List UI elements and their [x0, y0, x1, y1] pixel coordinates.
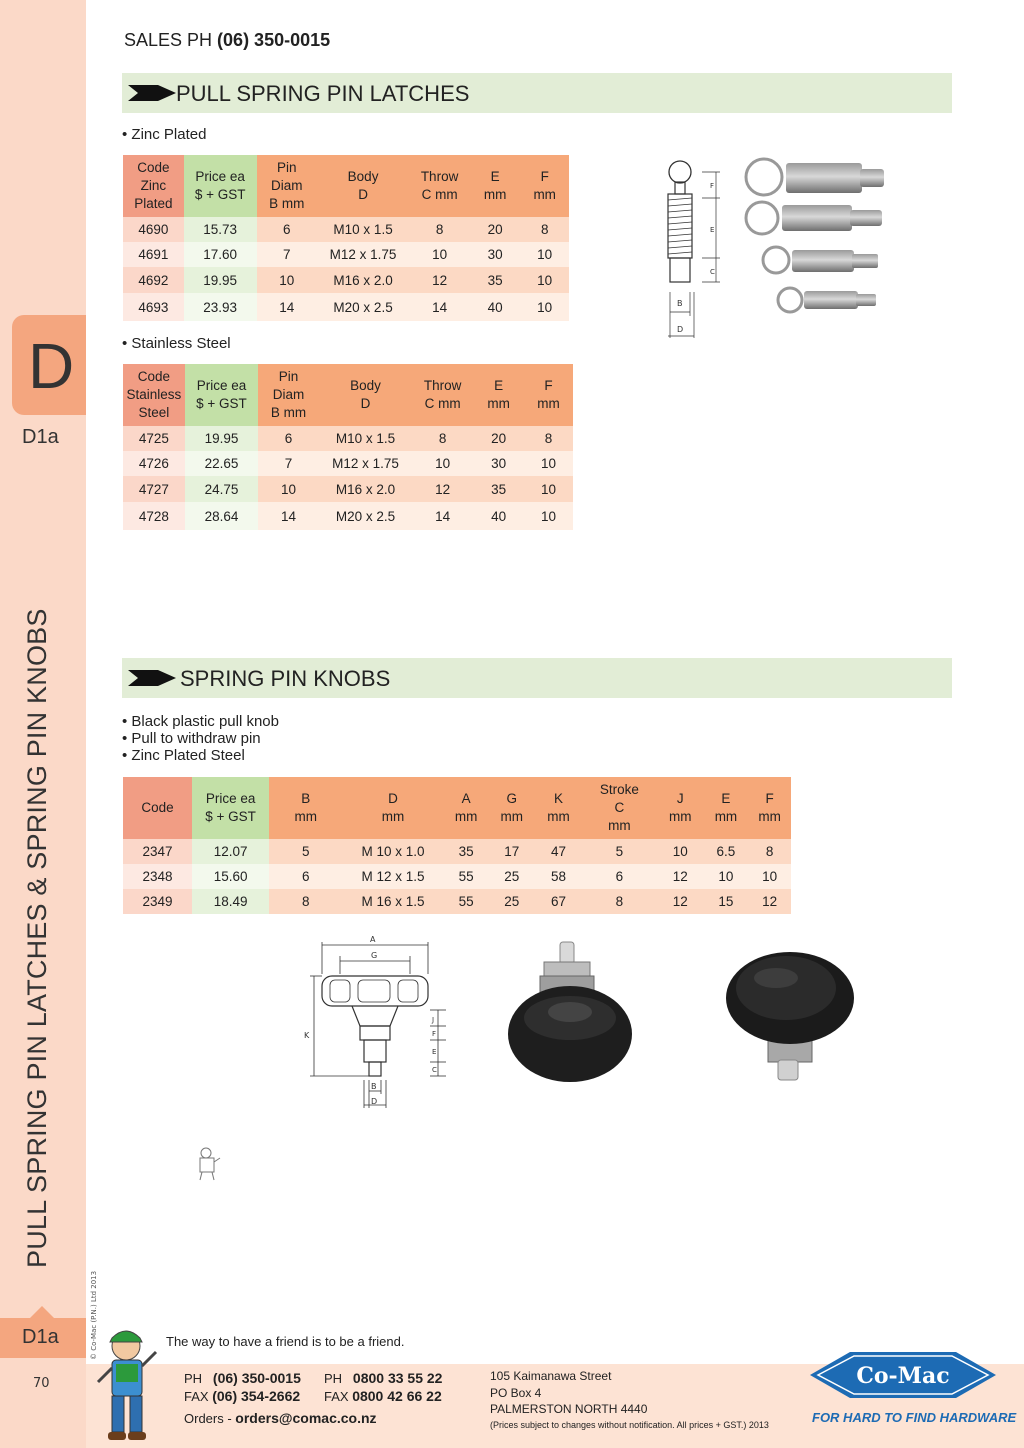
address-line: 105 Kaimanawa Street	[490, 1369, 612, 1383]
knob-dimension-diagram	[300, 934, 450, 1110]
column-header: E mm	[704, 777, 749, 839]
fax-number: (06) 354-2662	[212, 1388, 301, 1404]
vertical-page-title: PULL SPRING PIN LATCHES & SPRING PIN KNOBS	[22, 608, 52, 1268]
dim-label-d: D	[371, 1097, 378, 1106]
column-header: Pin Diam B mm	[258, 364, 319, 426]
mascot-small-icon	[194, 1146, 222, 1182]
table-cell: M20 x 2.5	[319, 502, 412, 530]
knob-feature-list	[122, 713, 279, 764]
fax-label: FAX	[184, 1389, 209, 1404]
table-cell: 40	[470, 293, 520, 321]
stainless-steel-label: • Stainless Steel	[122, 335, 231, 352]
page-number: 70	[33, 1376, 50, 1391]
dim-label-j: J	[432, 1016, 435, 1024]
column-header: E mm	[473, 364, 524, 426]
tagline: FOR HARD TO FIND HARDWARE	[812, 1410, 1017, 1425]
table-cell: 47	[535, 839, 582, 864]
table-cell: 10	[524, 502, 573, 530]
table-cell: 10	[704, 864, 749, 889]
table-cell: 4693	[123, 293, 184, 321]
table-cell: 19.95	[184, 267, 257, 293]
table-cell: M16 x 2.0	[319, 476, 412, 502]
footer-phone	[184, 1370, 301, 1386]
column-header: Body D	[317, 155, 409, 217]
table-cell: 17.60	[184, 242, 257, 267]
comac-logo	[810, 1346, 996, 1404]
dim-label-b: B	[677, 299, 683, 308]
table-cell: 12	[748, 889, 791, 914]
table-cell: 24.75	[185, 476, 258, 502]
dim-label-g: G	[371, 951, 378, 960]
table-cell: 55	[444, 889, 489, 914]
table-cell: 10	[657, 839, 704, 864]
column-header: Body D	[319, 364, 412, 426]
footer-motto: The way to have a friend is to be a friend.	[166, 1334, 405, 1349]
table-cell: 8	[269, 889, 342, 914]
table-cell: 35	[444, 839, 489, 864]
table-cell: 12.07	[192, 839, 269, 864]
table-cell: 18.49	[192, 889, 269, 914]
price-note: (Prices subject to changes without notification. All prices + GST.) 2013	[490, 1420, 769, 1430]
table-cell: 6	[582, 864, 657, 889]
table-cell: 55	[444, 864, 489, 889]
section-header-spring-pin-knobs	[122, 658, 952, 698]
table-cell: 14	[258, 502, 319, 530]
table-row	[123, 502, 573, 530]
table-cell: 8	[748, 839, 791, 864]
table-cell: 4691	[123, 242, 184, 267]
table-cell: 8	[520, 217, 569, 242]
knob-photo-side	[500, 940, 640, 1090]
orders-email-link[interactable]: orders@comac.co.nz	[235, 1410, 377, 1426]
copyright-text: © Co-Mac (P.N.) Ltd 2013	[90, 1270, 98, 1360]
table-cell: 30	[470, 242, 520, 267]
table-cell: 30	[473, 451, 524, 476]
address-line: PO Box 4	[490, 1385, 542, 1400]
table-cell: 4727	[123, 476, 185, 502]
table-cell: 4690	[123, 217, 184, 242]
table-cell: 2348	[123, 864, 192, 889]
column-header: F mm	[748, 777, 791, 839]
table-cell: 15	[704, 889, 749, 914]
dim-label-c: C	[710, 268, 715, 276]
table-cell: 25	[488, 889, 535, 914]
table-cell: M20 x 2.5	[317, 293, 409, 321]
column-header: Throw C mm	[412, 364, 473, 426]
arrow-icon	[128, 670, 176, 686]
table-cell: 10	[524, 451, 573, 476]
table-cell: 14	[409, 293, 470, 321]
table-cell: 14	[257, 293, 317, 321]
phone-number: (06) 350-0015	[212, 1370, 301, 1386]
table-cell: 4725	[123, 426, 185, 451]
freephone-number: 0800 33 55 22	[352, 1370, 443, 1386]
column-header: Code Stainless Steel	[123, 364, 185, 426]
table-cell: M 16 x 1.5	[342, 889, 444, 914]
footer-address	[490, 1368, 647, 1418]
dim-label-e: E	[710, 226, 715, 234]
table-cell: 10	[520, 293, 569, 321]
table-cell: M12 x 1.75	[319, 451, 412, 476]
dim-label-b: B	[371, 1082, 377, 1091]
dim-label-k: K	[304, 1031, 310, 1040]
table-cell: 20	[473, 426, 524, 451]
table-row	[123, 426, 573, 451]
table-row	[123, 889, 791, 914]
column-header: Pin Diam B mm	[257, 155, 317, 217]
table-header-row	[123, 777, 791, 839]
arrow-icon	[128, 85, 176, 101]
table-cell: 4726	[123, 451, 185, 476]
table-cell: 10	[524, 476, 573, 502]
knob-feature-item: • Black plastic pull knob	[122, 713, 279, 730]
phone-label: PH	[324, 1371, 343, 1386]
table-cell: 15.60	[192, 864, 269, 889]
column-header: E mm	[470, 155, 520, 217]
table-row	[123, 267, 569, 293]
table-cell: 12	[657, 889, 704, 914]
column-header: K mm	[535, 777, 582, 839]
column-header: A mm	[444, 777, 489, 839]
knob-feature-item: • Zinc Plated Steel	[122, 747, 245, 764]
table-cell: 4728	[123, 502, 185, 530]
table-cell: M10 x 1.5	[317, 217, 409, 242]
table-header-row	[123, 364, 573, 426]
table-cell: 20	[470, 217, 520, 242]
table-row	[123, 217, 569, 242]
column-header: Price ea $ + GST	[184, 155, 257, 217]
table-cell: M16 x 2.0	[317, 267, 409, 293]
table-cell: M 12 x 1.5	[342, 864, 444, 889]
table-cell: 10	[257, 267, 317, 293]
table-cell: 12	[412, 476, 473, 502]
dim-label-e: E	[432, 1048, 437, 1056]
column-header: J mm	[657, 777, 704, 839]
orders-label: Orders -	[184, 1411, 236, 1426]
sales-phone-line	[124, 30, 330, 51]
column-header: Throw C mm	[409, 155, 470, 217]
section-title: SPRING PIN KNOBS	[180, 666, 391, 691]
table-cell: 10	[748, 864, 791, 889]
table-cell: 28.64	[185, 502, 258, 530]
table-row	[123, 451, 573, 476]
column-header: Price ea $ + GST	[185, 364, 258, 426]
address-line: PALMERSTON NORTH 4440	[490, 1402, 648, 1416]
table-cell: 2347	[123, 839, 192, 864]
table-cell: M12 x 1.75	[317, 242, 409, 267]
knob-feature-item: • Pull to withdraw pin	[122, 730, 261, 747]
dim-label-f: F	[432, 1030, 437, 1038]
table-cell: 6	[269, 864, 342, 889]
table-cell: 10	[520, 242, 569, 267]
table-cell: 8	[582, 889, 657, 914]
column-header: F mm	[520, 155, 569, 217]
table-cell: 10	[258, 476, 319, 502]
table-cell: M10 x 1.5	[319, 426, 412, 451]
zinc-plated-label: • Zinc Plated	[122, 126, 207, 143]
section-tab	[12, 315, 86, 415]
table-cell: 17	[488, 839, 535, 864]
table-row	[123, 293, 569, 321]
table-cell: 23.93	[184, 293, 257, 321]
side-section-code: D1a	[22, 426, 59, 448]
table-cell: 10	[409, 242, 470, 267]
table-cell: 15.73	[184, 217, 257, 242]
sales-phone: (06) 350-0015	[217, 30, 331, 50]
bottom-section-tab	[0, 1318, 86, 1358]
table-cell: 6.5	[704, 839, 749, 864]
knob-photo-top	[720, 940, 860, 1085]
table-row	[123, 839, 791, 864]
free-fax-number: 0800 42 66 22	[352, 1388, 442, 1404]
table-cell: 35	[470, 267, 520, 293]
dim-label-a: A	[370, 935, 376, 944]
spring-pin-knob-table	[123, 777, 791, 914]
section-title: PULL SPRING PIN LATCHES	[176, 81, 470, 106]
section-tab-letter: D	[28, 330, 75, 402]
phone-label: PH	[184, 1371, 203, 1386]
logo-text: Co-Mac	[856, 1363, 950, 1389]
section-header-pull-spring-pin-latches	[122, 73, 952, 113]
table-cell: 7	[258, 451, 319, 476]
footer-fax-freephone	[324, 1388, 442, 1404]
fax-label: FAX	[324, 1389, 349, 1404]
table-cell: 5	[269, 839, 342, 864]
table-cell: 8	[409, 217, 470, 242]
stainless-steel-table	[123, 364, 573, 530]
table-cell: M 10 x 1.0	[342, 839, 444, 864]
footer-orders	[184, 1410, 377, 1426]
mascot-illustration	[92, 1322, 164, 1444]
column-header: B mm	[269, 777, 342, 839]
table-cell: 35	[473, 476, 524, 502]
column-header: G mm	[488, 777, 535, 839]
zinc-plated-table	[123, 155, 569, 321]
table-cell: 22.65	[185, 451, 258, 476]
table-cell: 12	[409, 267, 470, 293]
table-row	[123, 864, 791, 889]
table-cell: 40	[473, 502, 524, 530]
table-cell: 12	[657, 864, 704, 889]
footer-phone-freephone	[324, 1370, 442, 1386]
column-header: D mm	[342, 777, 444, 839]
table-cell: 5	[582, 839, 657, 864]
table-cell: 10	[412, 451, 473, 476]
table-cell: 25	[488, 864, 535, 889]
column-header: Stroke C mm	[582, 777, 657, 839]
table-cell: 14	[412, 502, 473, 530]
footer-fax	[184, 1388, 300, 1404]
table-cell: 8	[524, 426, 573, 451]
column-header: Code Zinc Plated	[123, 155, 184, 217]
latch-product-photo	[740, 155, 890, 320]
table-cell: 19.95	[185, 426, 258, 451]
dim-label-d: D	[677, 325, 684, 334]
column-header: F mm	[524, 364, 573, 426]
table-cell: 10	[520, 267, 569, 293]
table-cell: 58	[535, 864, 582, 889]
table-cell: 67	[535, 889, 582, 914]
table-row	[123, 242, 569, 267]
column-header: Code	[123, 777, 192, 839]
table-cell: 6	[257, 217, 317, 242]
table-cell: 6	[258, 426, 319, 451]
dim-label-f: F	[710, 182, 715, 190]
sales-prefix: SALES PH	[124, 30, 218, 50]
table-row	[123, 476, 573, 502]
column-header: Price ea $ + GST	[192, 777, 269, 839]
bottom-section-code: D1a	[22, 1326, 59, 1348]
dim-label-c: C	[432, 1066, 437, 1074]
latch-dimension-diagram	[660, 158, 730, 343]
table-cell: 7	[257, 242, 317, 267]
table-header-row	[123, 155, 569, 217]
table-cell: 2349	[123, 889, 192, 914]
table-cell: 4692	[123, 267, 184, 293]
table-cell: 8	[412, 426, 473, 451]
